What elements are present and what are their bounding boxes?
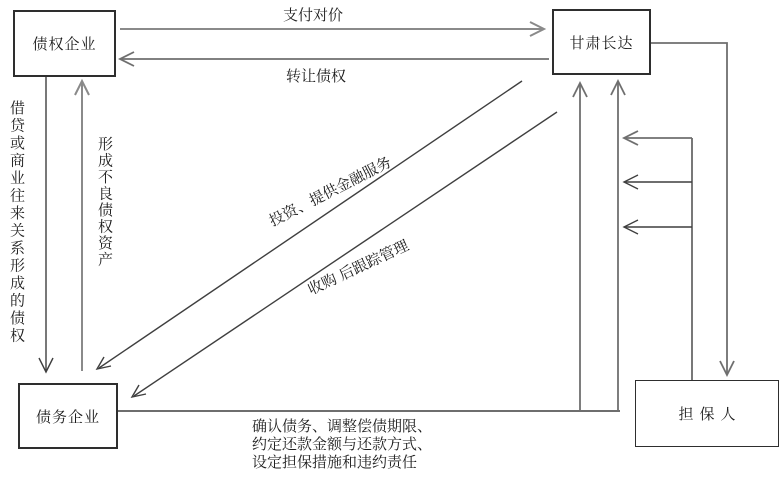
- edge-label-npl: 形成不良债权资产: [96, 136, 113, 268]
- edge-invest-arrow: [97, 81, 522, 369]
- node-creditor-enterprise: [13, 10, 116, 77]
- node-gansu-label: 甘肃长达: [569, 34, 634, 52]
- edge-label-lend: 借贷或商业往来关系形成的债权: [8, 100, 25, 345]
- edge-label-agreement-line2: 约定还款金额与还款方式、: [252, 436, 433, 453]
- edge-invest-line: [96, 81, 522, 368]
- edge-label-track: 收购 后跟踪管理: [305, 237, 412, 299]
- edge-track-line: [134, 112, 557, 396]
- edge-transfer-arrow: [120, 52, 549, 66]
- node-guarantor: [635, 380, 779, 447]
- edge-track-arrow: [132, 112, 557, 397]
- node-debtor-enterprise: [18, 383, 118, 449]
- edge-label-invest: 投资、提供金融服务: [266, 153, 395, 231]
- node-creditor-label: 债权企业: [32, 36, 97, 53]
- edge-npl-arrow: [75, 81, 89, 371]
- edge-label-agreement: [252, 418, 432, 472]
- edge-guarantee-arrows: [624, 131, 692, 380]
- node-guarantor-label: 担保人: [678, 406, 742, 423]
- node-debtor-label: 债务企业: [35, 408, 100, 426]
- edge-label-agreement-line1: 确认债务、调整偿债期限、: [252, 418, 433, 435]
- edge-agreement-arrows: [118, 81, 625, 411]
- edge-label-agreement-line3: 设定担保措施和违约责任: [252, 454, 418, 471]
- edge-lend-arrow: [39, 76, 53, 372]
- node-gansu-changda: [552, 9, 651, 75]
- edge-gansu-guarantor-line: [649, 43, 727, 374]
- edge-label-transfer: 转让债权: [286, 68, 347, 85]
- edge-label-pay: 支付对价: [283, 7, 344, 24]
